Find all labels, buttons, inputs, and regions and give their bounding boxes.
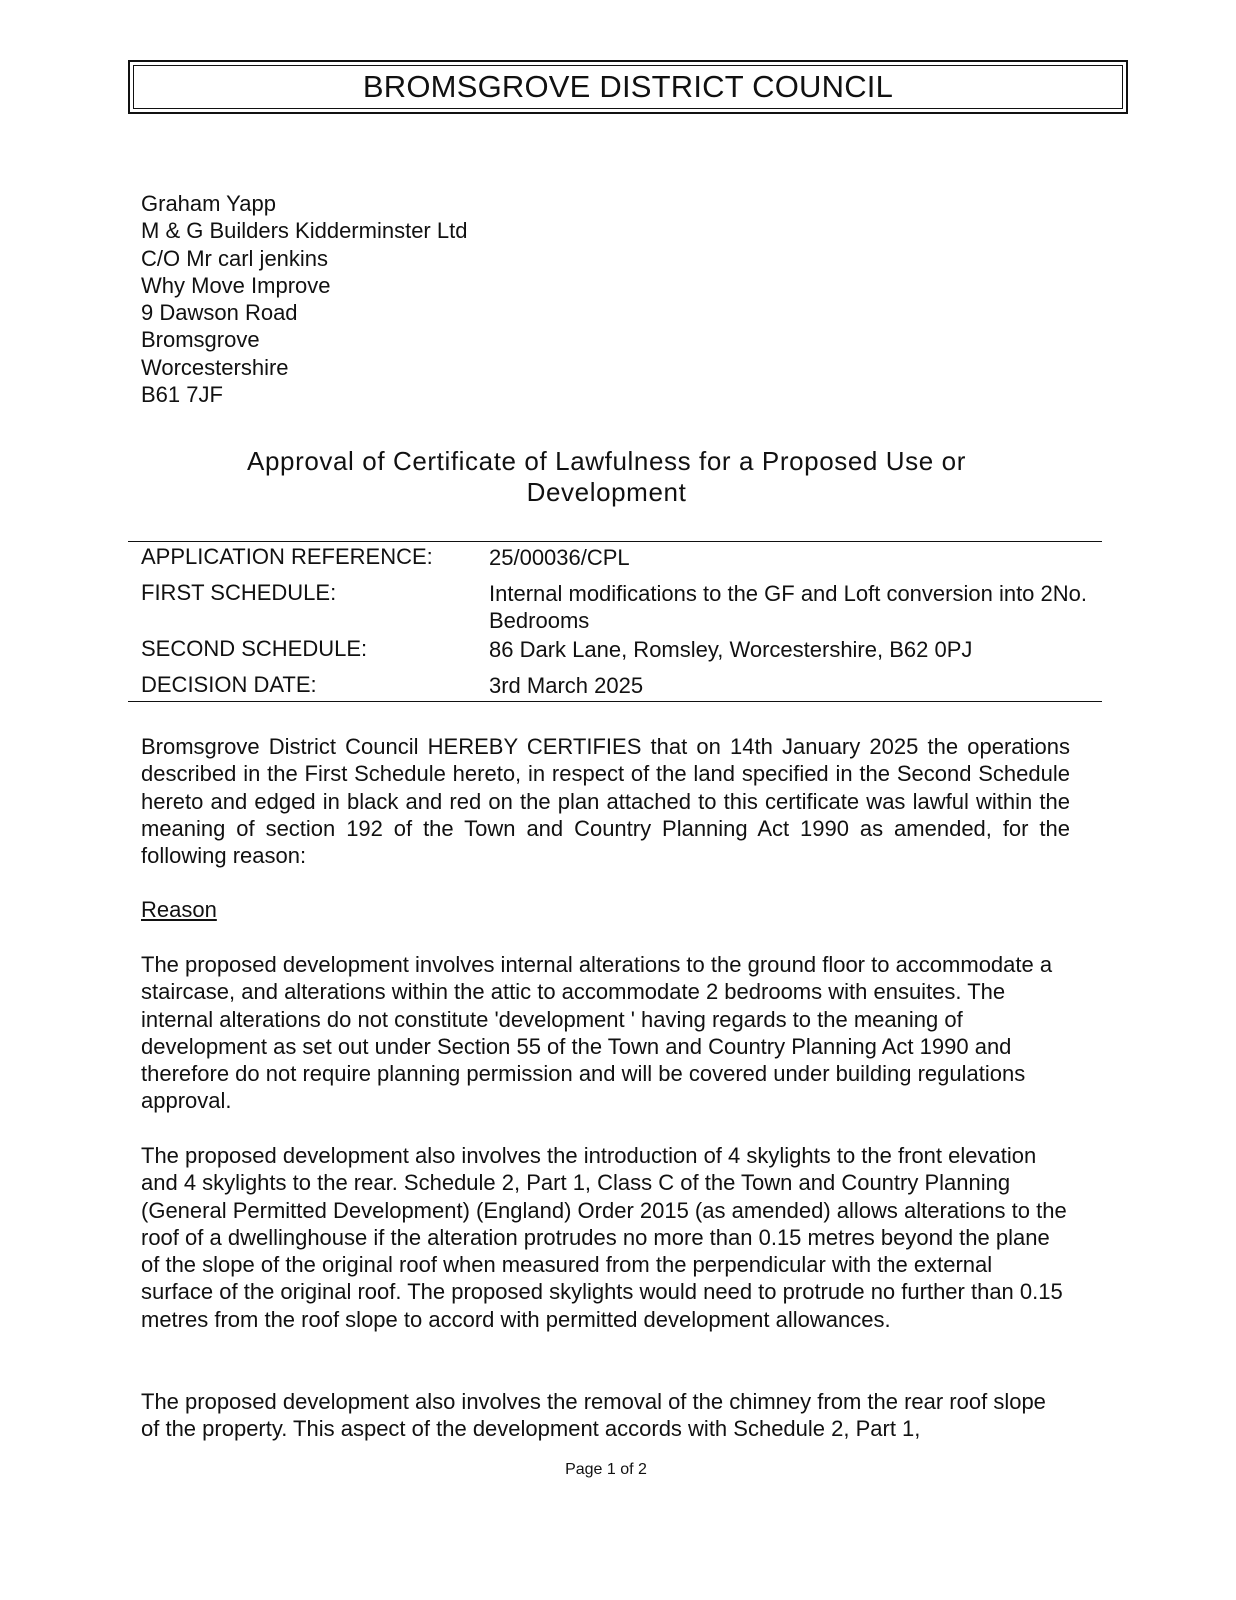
decision-date-value: 3rd March 2025 [489, 673, 644, 698]
page-number: Page 1 of 2 [565, 1461, 647, 1478]
council-name: BROMSGROVE DISTRICT COUNCIL [133, 65, 1123, 109]
reason-paragraph-2: The proposed development also involves the introduction of 4 skylights to the front elevation and 4 skylights to the rear. Schedule 2, Part 1, Class C of the Town and Country Planning (General Permitted Development) (England) Order 2015 (as amended) allows alterations to the roof of a dwellinghouse if the alteration protrudes no more than 0.15 metres beyond the plane of the slope of the original roof when measured from the perpendicular with the external surface of the original roof. The proposed skylights would need to protrude no further than 0.15 metres from the roof slope to accord with permitted development allowances. [141, 1143, 1067, 1332]
first-schedule-value: Internal modifications to the GF and Loft conversion into 2No. Bedrooms [489, 581, 1087, 633]
address-line: Worcestershire [141, 354, 289, 380]
second-schedule-row [128, 636, 1102, 672]
first-schedule-row [128, 580, 1102, 636]
application-details-table [128, 541, 1102, 702]
first-schedule-label: FIRST SCHEDULE: [141, 580, 337, 605]
address-line: Graham Yapp [141, 191, 276, 216]
second-schedule-value: 86 Dark Lane, Romsley, Worcestershire, B62 0PJ [489, 637, 973, 662]
decision-date-row [128, 672, 1102, 701]
reason-heading: Reason [141, 897, 217, 922]
address-line: B61 7JF [141, 382, 223, 408]
decision-date-label: DECISION DATE: [141, 672, 317, 697]
application-reference-value: 25/00036/CPL [489, 545, 630, 570]
reason-paragraph-1: The proposed development involves internal alterations to the ground floor to accommodate a staircase, and alterations within the attic to accommodate 2 bedrooms with ensuites. The internal alterations do not constitute 'development ' having regards to the meaning of development as set out under Section 55 of the Town and Country Planning Act 1990 and therefore do not require planning permission and will be covered under building regulations approval. [141, 952, 1053, 1114]
second-schedule-label: SECOND SCHEDULE: [141, 636, 368, 661]
application-reference-label: APPLICATION REFERENCE: [141, 544, 433, 569]
reason-paragraph-3: The proposed development also involves the removal of the chimney from the rear roof slope of the property. This aspect of the development accords with Schedule 2, Part 1, [141, 1389, 1046, 1442]
document-title [128, 446, 1085, 508]
address-line: 9 Dawson Road [141, 300, 298, 326]
council-header-box [128, 60, 1128, 114]
recipient-address [141, 190, 467, 408]
application-reference-row [128, 542, 1102, 580]
document-title-line-1: Approval of Certificate of Lawfulness for a Proposed Use or [247, 446, 966, 476]
address-line: Why Move Improve [141, 272, 331, 298]
address-line: M & G Builders Kidderminster Ltd [141, 218, 468, 244]
address-line: Bromsgrove [141, 327, 260, 353]
document-title-line-2: Development [526, 477, 687, 507]
certification-paragraph: Bromsgrove District Council HEREBY CERTIFIES that on 14th January 2025 the operations described in the First Schedule hereto, in respect of the land specified in the Second Schedule hereto and edged in black and red on the plan attached to this certificate was lawful within the meaning of section 192 of the Town and Country Planning Act 1990 as amended, for the following reason: [141, 734, 1070, 869]
address-line: C/O Mr carl jenkins [141, 245, 329, 271]
